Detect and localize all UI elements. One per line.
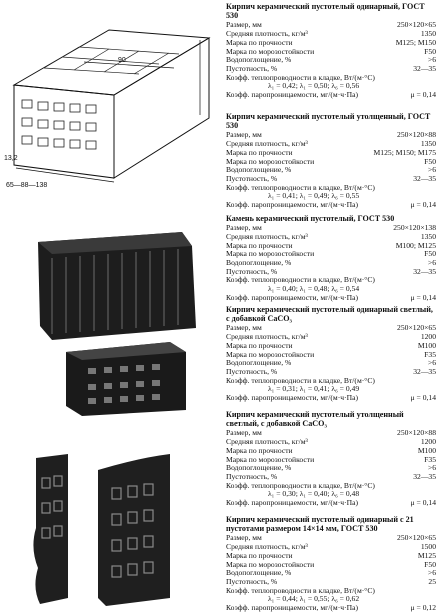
spec-label: Размер, мм — [226, 21, 262, 30]
product-title: Кирпич керамический пустотелый одинарный светлый, с добавкой СаСО₃ — [226, 305, 433, 324]
spec-value: M100 — [417, 445, 436, 455]
mu-value: μ = 0,12 — [410, 603, 436, 613]
spec-value: 32—35 — [413, 366, 436, 376]
spec-value: F35 — [424, 454, 436, 464]
spec-value: F50 — [424, 156, 436, 166]
spec-value: >6 — [427, 568, 436, 578]
spec-value: F50 — [424, 559, 436, 569]
spec-label: Размер, мм — [226, 429, 262, 438]
spec-value: >6 — [427, 463, 436, 473]
spec-value: M125 — [417, 550, 436, 560]
spec-label: Пустотность, % — [226, 472, 278, 481]
lambda-values: λ₁ = 0,31; λ₁ = 0,41; λ₆ = 0,49 — [268, 384, 360, 394]
product-spec-6 — [226, 515, 436, 613]
lambda-values: λ₁ = 0,40; λ₁ = 0,48; λ₆ = 0,54 — [268, 284, 360, 294]
brick-technical-drawing — [4, 10, 224, 190]
spec-label: Марка по прочности — [226, 38, 293, 47]
spec-label: Средняя плотность, кг/м³ — [226, 333, 308, 342]
spec-label: Марка по морозостойкости — [226, 350, 315, 359]
product-spec-4 — [226, 305, 436, 403]
corner-dimension-label: 65—88—138 — [6, 182, 48, 189]
spec-label: Размер, мм — [226, 534, 262, 543]
spec-label: Марка по морозостойкости — [226, 455, 315, 464]
brick-photo-1 — [32, 228, 202, 343]
spec-value: 32—35 — [413, 63, 436, 73]
spec-value: 250×120×88 — [397, 428, 436, 438]
mu-label: Коэфф. паропроницаемости, мг/(м·ч·Па) — [226, 499, 358, 508]
spec-value: F50 — [424, 46, 436, 56]
spec-value: 250×120×138 — [393, 223, 436, 233]
spec-value: >6 — [427, 165, 436, 175]
lambda-values: λ₁ = 0,42; λ₁ = 0,50; λ₆ = 0,56 — [268, 81, 360, 91]
spec-label: Пустотность, % — [226, 64, 278, 73]
spec-value: M125; M150; M175 — [373, 147, 436, 157]
product-spec-2 — [226, 112, 436, 210]
spec-value: 250×120×65 — [397, 323, 436, 333]
spec-value: >6 — [427, 258, 436, 268]
spec-label: Пустотность, % — [226, 267, 278, 276]
spec-label: Водопоглощение, % — [226, 464, 292, 473]
spec-value: F35 — [424, 349, 436, 359]
lambda-values: λ₁ = 0,44; λ₁ = 0,55; λ₆ = 0,62 — [268, 594, 360, 604]
spec-value: 32—35 — [413, 471, 436, 481]
mu-value: μ = 0,14 — [410, 200, 436, 210]
product-title: Кирпич керамический пустотелый утолщенный, ГОСТ 530 — [226, 112, 431, 131]
spec-label: Водопоглощение, % — [226, 569, 292, 578]
brick-photo-2 — [62, 340, 192, 418]
spec-value: 250×120×88 — [397, 130, 436, 140]
spec-label: Марка по морозостойкости — [226, 250, 315, 259]
spec-label: Коэфф. теплопроводности в кладке, Вт/(м·°С) — [226, 376, 375, 385]
spec-label: Коэфф. теплопроводности в кладке, Вт/(м·°С) — [226, 73, 375, 82]
lambda-values: λ₁ = 0,30; λ₁ = 0,40; λ₆ = 0,48 — [268, 489, 360, 499]
mu-value: μ = 0,14 — [410, 90, 436, 100]
spec-value: 1200 — [420, 437, 436, 447]
spec-value: 250×120×65 — [397, 20, 436, 30]
mu-label: Коэфф. паропроницаемости, мг/(м·ч·Па) — [226, 201, 358, 210]
spec-label: Марка по прочности — [226, 241, 293, 250]
spec-value: 1350 — [420, 231, 436, 241]
spec-value: M100; M125 — [395, 240, 436, 250]
brick-photo-3 — [28, 448, 178, 608]
spec-value: 25 — [428, 576, 436, 586]
product-spec-5 — [226, 410, 436, 508]
spec-label: Средняя плотность, кг/м³ — [226, 438, 308, 447]
spec-label: Марка по прочности — [226, 148, 293, 157]
spec-value: 32—35 — [413, 266, 436, 276]
spec-label: Пустотность, % — [226, 577, 278, 586]
spec-label: Марка по прочности — [226, 341, 293, 350]
spec-label: Марка по морозостойкости — [226, 560, 315, 569]
mu-value: μ = 0,14 — [410, 498, 436, 508]
spec-value: F50 — [424, 249, 436, 259]
mu-value: μ = 0,14 — [410, 393, 436, 403]
left-dimension-label: 13,2 — [4, 155, 18, 162]
mu-label: Коэфф. паропроницаемости, мг/(м·ч·Па) — [226, 293, 358, 302]
product-spec-3 — [226, 214, 436, 303]
spec-label: Марка по морозостойкости — [226, 157, 315, 166]
spec-value: 250×120×65 — [397, 533, 436, 543]
spec-label: Пустотность, % — [226, 367, 278, 376]
spec-label: Размер, мм — [226, 224, 262, 233]
mu-value: μ = 0,14 — [410, 292, 436, 302]
spec-label: Коэфф. теплопроводности в кладке, Вт/(м·°С) — [226, 183, 375, 192]
spec-value: >6 — [427, 358, 436, 368]
mu-label: Коэфф. паропроницаемости, мг/(м·ч·Па) — [226, 394, 358, 403]
lambda-values: λ₁ = 0,41; λ₁ = 0,49; λ₆ = 0,55 — [268, 191, 360, 201]
spec-value: >6 — [427, 55, 436, 65]
spec-label: Водопоглощение, % — [226, 166, 292, 175]
specifications-column — [226, 0, 436, 615]
spec-value: 32—35 — [413, 173, 436, 183]
spec-label: Водопоглощение, % — [226, 56, 292, 65]
spec-value: 1200 — [420, 332, 436, 342]
spec-label: Коэфф. теплопроводности в кладке, Вт/(м·°С) — [226, 586, 375, 595]
spec-label: Коэфф. теплопроводности в кладке, Вт/(м·°С) — [226, 481, 375, 490]
product-title: Кирпич керамический пустотелый одинарный с 21 пустотами размером 14×14 мм, ГОСТ 530 — [226, 515, 414, 534]
spec-value: M125; M150 — [395, 37, 436, 47]
mu-label: Коэфф. паропроницаемости, мг/(м·ч·Па) — [226, 604, 358, 613]
spec-value: 1500 — [420, 542, 436, 552]
spec-label: Средняя плотность, кг/м³ — [226, 232, 308, 241]
spec-label: Средняя плотность, кг/м³ — [226, 140, 308, 149]
spec-label: Марка по прочности — [226, 446, 293, 455]
spec-label: Пустотность, % — [226, 174, 278, 183]
product-spec-1 — [226, 2, 436, 100]
product-title: Камень керамический пустотелый, ГОСТ 530 — [226, 214, 395, 223]
spec-label: Размер, мм — [226, 131, 262, 140]
product-title: Кирпич керамический пустотелый утолщенный светлый, с добавкой СаСО₃ — [226, 410, 404, 429]
spec-label: Средняя плотность, кг/м³ — [226, 543, 308, 552]
spec-label: Марка по прочности — [226, 551, 293, 560]
spec-label: Средняя плотность, кг/м³ — [226, 30, 308, 39]
spec-label: Коэфф. теплопроводности в кладке, Вт/(м·°С) — [226, 276, 375, 285]
spec-value: M100 — [417, 340, 436, 350]
spec-label: Водопоглощение, % — [226, 259, 292, 268]
spec-label: Водопоглощение, % — [226, 359, 292, 368]
product-title: Кирпич керамический пустотелый одинарный, ГОСТ 530 — [226, 2, 425, 21]
spec-value: 1350 — [420, 139, 436, 149]
spec-label: Марка по морозостойкости — [226, 47, 315, 56]
top-dimension-label: 90 — [118, 57, 126, 64]
mu-label: Коэфф. паропроницаемости, мг/(м·ч·Па) — [226, 91, 358, 100]
spec-label: Размер, мм — [226, 324, 262, 333]
spec-value: 1350 — [420, 29, 436, 39]
